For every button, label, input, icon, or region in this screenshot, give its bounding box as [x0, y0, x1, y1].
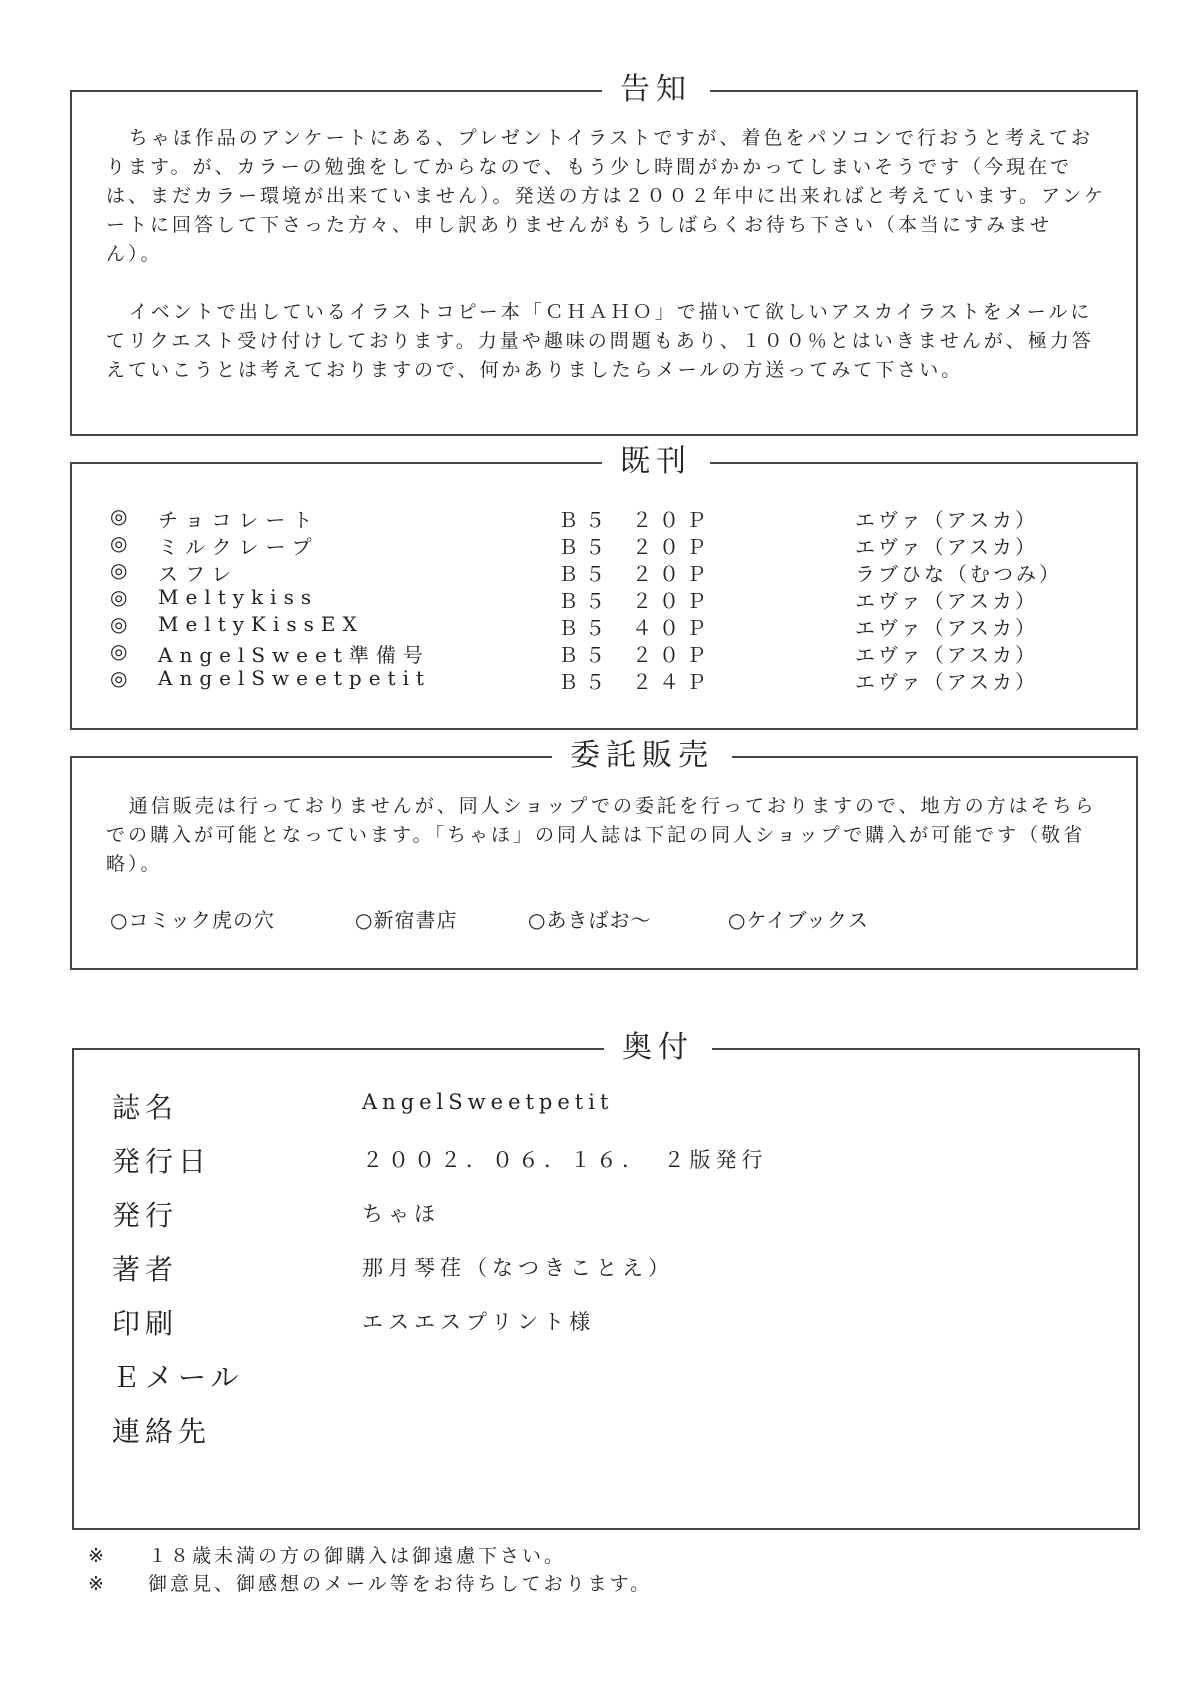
notice-title: 告知 [602, 70, 710, 110]
backlist-item-genre: エヴァ（アスカ） [855, 670, 1038, 694]
backlist-item-title: AngelSweetpetit [158, 666, 431, 690]
footnote-text: １８歳未満の方の御購入は御遠慮下さい。 [148, 1545, 567, 1567]
footnote [88, 1570, 652, 1598]
colophon-label-contact: 連絡先 [112, 1415, 212, 1448]
reference-mark-icon: ※ [88, 1573, 107, 1595]
backlist-item-size: Ｂ５ [558, 562, 612, 586]
backlist-item-genre: エヴァ（アスカ） [855, 508, 1038, 532]
notice-content [106, 124, 1106, 385]
backlist-item-title: Meltykiss [158, 585, 319, 609]
backlist-item-pages: ２０Ｐ [632, 508, 713, 532]
backlist-item-title: AngelSweet準備号 [158, 643, 430, 667]
backlist-title: 既刊 [602, 442, 710, 482]
colophon-value-date: ２００２．０６．１６． ２版発行 [362, 1148, 768, 1172]
double-circle-icon: ◎ [110, 531, 135, 555]
colophon-value-title: AngelSweetpetit [362, 1090, 614, 1114]
colophon-label-email: Ｅメール [112, 1361, 244, 1394]
footnotes [88, 1542, 652, 1598]
backlist-item-pages: ２４Ｐ [632, 670, 713, 694]
double-circle-icon: ◎ [110, 585, 135, 609]
colophon-label-title: 誌名 [112, 1091, 179, 1124]
backlist-item-genre: エヴァ（アスカ） [855, 589, 1038, 613]
double-circle-icon: ◎ [110, 612, 135, 636]
notice-section [70, 72, 1138, 436]
colophon-title: 奥付 [604, 1028, 712, 1068]
reference-mark-icon: ※ [88, 1545, 107, 1567]
notice-paragraph-1: ちゃほ作品のアンケートにある、プレゼントイラストですが、着色をパソコンで行おうと考えております。が、カラーの勉強をしてからなので、もう少し時間がかかってしまいそうです（今現在では、まだカラー環境が出来ていません）。発送の方は２００２年中に出来ればと考えています。アンケートに回答して下さった方々、申し訳ありませんがもうしばらくお待ち下さい（本当にすみません）。 [106, 127, 1106, 265]
backlist-item-title: ミルクレープ [158, 535, 319, 559]
consignment-paragraph: 通信販売は行っておりませんが、同人ショップでの委託を行っておりますので、地方の方はそちらでの購入が可能となっています。「ちゃほ」の同人誌は下記の同人ショップで購入が可能です（敬省略）。 [106, 795, 1097, 875]
double-circle-icon: ◎ [110, 666, 135, 690]
backlist-item-size: Ｂ５ [558, 670, 612, 694]
double-circle-icon: ◎ [110, 639, 135, 663]
backlist-item-pages: ２０Ｐ [632, 589, 713, 613]
backlist-item-title: スフレ [158, 562, 239, 586]
backlist-item-size: Ｂ５ [558, 535, 612, 559]
backlist-item-size: Ｂ５ [558, 643, 612, 667]
backlist-item-size: Ｂ５ [558, 508, 612, 532]
backlist-item-pages: ２０Ｐ [632, 643, 713, 667]
consignment-content [106, 792, 1106, 879]
notice-paragraph-2: イベントで出しているイラストコピー本「ＣＨＡＨＯ」で描いて欲しいアスカイラストをメールにてリクエスト受け付けしております。力量や趣味の問題もあり、１００％とはいきませんが、極力答えていこうとは考えておりますので、何かありましたらメールの方送ってみて下さい。 [106, 301, 1094, 381]
footnote [88, 1542, 652, 1570]
consignment-section [70, 738, 1138, 970]
double-circle-icon: ◎ [110, 558, 135, 582]
shop-item: ○ケイブックス [728, 908, 869, 932]
backlist-item-title: チョコレート [158, 508, 320, 532]
shop-item: ○あきばお～ [528, 908, 652, 932]
colophon-label-printer: 印刷 [112, 1307, 179, 1340]
double-circle-icon: ◎ [110, 504, 135, 528]
backlist-item-pages: ２０Ｐ [632, 562, 713, 586]
colophon-value-printer: エスエスプリント様 [362, 1310, 596, 1334]
backlist-item-pages: ２０Ｐ [632, 535, 713, 559]
colophon-label-author: 著者 [112, 1253, 179, 1286]
colophon-label-date: 発行日 [112, 1145, 212, 1178]
shop-item: ○新宿書店 [355, 908, 458, 932]
consignment-title: 委託販売 [552, 736, 732, 776]
colophon-value-author: 那月琴荏（なつきことえ） [362, 1256, 674, 1280]
backlist-item-genre: エヴァ（アスカ） [855, 535, 1038, 559]
colophon-value-publisher: ちゃほ [362, 1202, 440, 1226]
backlist-section [70, 444, 1138, 730]
backlist-item-title: MeltyKissEX [158, 612, 364, 636]
colophon-section [72, 1030, 1140, 1530]
backlist-item-genre: ラブひな（むつみ） [855, 562, 1062, 586]
backlist-item-genre: エヴァ（アスカ） [855, 643, 1038, 667]
backlist-item-genre: エヴァ（アスカ） [855, 616, 1038, 640]
shop-item: ○コミック虎の穴 [110, 908, 276, 932]
backlist-item-pages: ４０Ｐ [632, 616, 713, 640]
backlist-item-size: Ｂ５ [558, 616, 612, 640]
backlist-item-size: Ｂ５ [558, 589, 612, 613]
footnote-text: 御意見、御感想のメール等をお待ちしております。 [148, 1573, 653, 1595]
colophon-label-publisher: 発行 [112, 1199, 179, 1232]
